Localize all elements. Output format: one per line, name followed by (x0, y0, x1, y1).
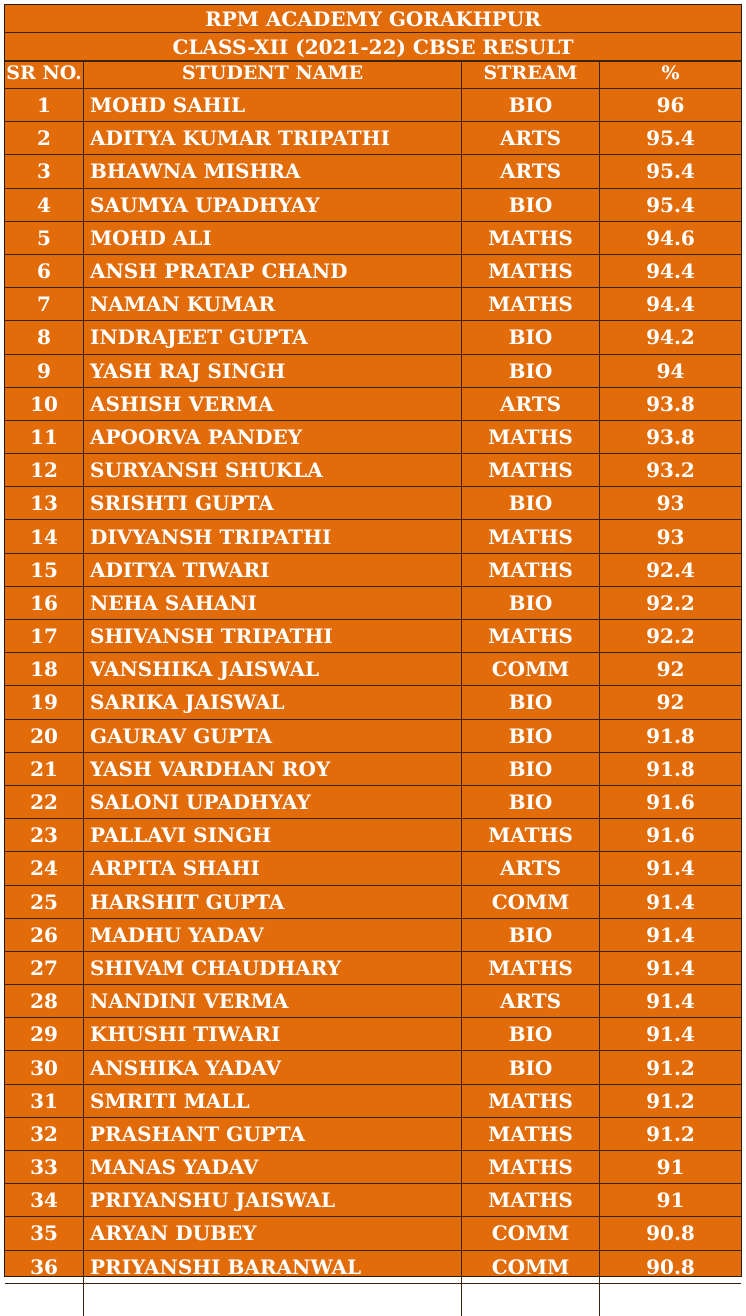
header-row (5, 62, 741, 89)
col-header-sr-no: SR NO. (5, 62, 84, 89)
percent-cell: 93 (600, 487, 742, 520)
stream-cell: ARTS (462, 122, 600, 155)
student-name-cell: NEHA SAHANI (84, 586, 462, 619)
table-row (5, 951, 741, 984)
table-row (5, 122, 741, 155)
result-subtitle: CLASS-XII (2021-22) CBSE RESULT (5, 33, 741, 61)
stream-cell: BIO (462, 321, 600, 354)
sr-no-cell: 16 (5, 586, 84, 619)
student-name-cell: SHIVANSH TRIPATHI (84, 620, 462, 653)
stream-cell: ARTS (462, 852, 600, 885)
stream-cell: MATHS (462, 1117, 600, 1150)
percent-cell: 94.4 (600, 288, 742, 321)
school-title: RPM ACADEMY GORAKHPUR (5, 5, 741, 33)
stream-cell: BIO (462, 188, 600, 221)
stream-cell: ARTS (462, 387, 600, 420)
stream-cell: BIO (462, 719, 600, 752)
sr-no-cell: 22 (5, 785, 84, 818)
percent-cell: 91.4 (600, 918, 742, 951)
student-name-cell: PRIYANSHU JAISWAL (84, 1184, 462, 1217)
student-name-cell: ARCHANA SINGH (84, 1283, 462, 1316)
student-name-cell: ARYAN DUBEY (84, 1217, 462, 1250)
student-name-cell: ANSH PRATAP CHAND (84, 254, 462, 287)
table-row (5, 1151, 741, 1184)
table-row (5, 288, 741, 321)
stream-cell: BIO (462, 586, 600, 619)
percent-cell: 91.8 (600, 719, 742, 752)
sr-no-cell: 37 (5, 1283, 84, 1316)
table-row (5, 221, 741, 254)
table-row (5, 321, 741, 354)
student-name-cell: SAUMYA UPADHYAY (84, 188, 462, 221)
percent-cell: 92 (600, 653, 742, 686)
percent-cell: 95.4 (600, 122, 742, 155)
student-name-cell: PRIYANSHI BARANWAL (84, 1250, 462, 1283)
percent-cell: 91 (600, 1151, 742, 1184)
stream-cell: BIO (462, 686, 600, 719)
percent-cell: 91.2 (600, 1051, 742, 1084)
table-row (5, 985, 741, 1018)
student-name-cell: PRASHANT GUPTA (84, 1117, 462, 1150)
student-name-cell: SARIKA JAISWAL (84, 686, 462, 719)
stream-cell: COMM (462, 885, 600, 918)
result-body (5, 89, 741, 1316)
percent-cell: 91.2 (600, 1084, 742, 1117)
stream-cell: MATHS (462, 221, 600, 254)
percent-cell: 93.8 (600, 420, 742, 453)
table-row (5, 1018, 741, 1051)
percent-cell: 93.8 (600, 387, 742, 420)
sr-no-cell: 23 (5, 819, 84, 852)
stream-cell: MATHS (462, 520, 600, 553)
percent-cell: 90.8 (600, 1283, 742, 1316)
student-name-cell: SURYANSH SHUKLA (84, 454, 462, 487)
stream-cell: COMM (462, 1217, 600, 1250)
student-name-cell: MOHD SAHIL (84, 89, 462, 122)
percent-cell: 90.8 (600, 1217, 742, 1250)
stream-cell: MATHS (462, 288, 600, 321)
sr-no-cell: 28 (5, 985, 84, 1018)
result-sheet (4, 4, 742, 1312)
sr-no-cell: 4 (5, 188, 84, 221)
sr-no-cell: 33 (5, 1151, 84, 1184)
student-name-cell: VANSHIKA JAISWAL (84, 653, 462, 686)
sr-no-cell: 5 (5, 221, 84, 254)
percent-cell: 91.8 (600, 752, 742, 785)
stream-cell: MATHS (462, 819, 600, 852)
student-name-cell: MOHD ALI (84, 221, 462, 254)
student-name-cell: MADHU YADAV (84, 918, 462, 951)
student-name-cell: ASHISH VERMA (84, 387, 462, 420)
percent-cell: 92.2 (600, 620, 742, 653)
percent-cell: 91.4 (600, 885, 742, 918)
student-name-cell: SRISHTI GUPTA (84, 487, 462, 520)
stream-cell: COMM (462, 1250, 600, 1283)
stream-cell: ARTS (462, 985, 600, 1018)
stream-cell: BIO (462, 354, 600, 387)
table-row (5, 620, 741, 653)
student-name-cell: INDRAJEET GUPTA (84, 321, 462, 354)
stream-cell: MATHS (462, 1151, 600, 1184)
table-row (5, 719, 741, 752)
percent-cell: 91.4 (600, 985, 742, 1018)
stream-cell: MATHS (462, 254, 600, 287)
stream-cell: MATHS (462, 553, 600, 586)
sr-no-cell: 31 (5, 1084, 84, 1117)
percent-cell: 91.2 (600, 1117, 742, 1150)
table-row (5, 487, 741, 520)
table-row (5, 653, 741, 686)
student-name-cell: HARSHIT GUPTA (84, 885, 462, 918)
col-header-stream: STREAM (462, 62, 600, 89)
table-row (5, 885, 741, 918)
table-row (5, 686, 741, 719)
percent-cell: 94.6 (600, 221, 742, 254)
stream-cell: MATHS (462, 620, 600, 653)
stream-cell: MATHS (462, 1184, 600, 1217)
student-name-cell: SALONI UPADHYAY (84, 785, 462, 818)
table-row (5, 1051, 741, 1084)
sr-no-cell: 35 (5, 1217, 84, 1250)
student-name-cell: YASH RAJ SINGH (84, 354, 462, 387)
stream-cell: MATHS (462, 951, 600, 984)
student-name-cell: GAURAV GUPTA (84, 719, 462, 752)
percent-cell: 94.2 (600, 321, 742, 354)
stream-cell: MATHS (462, 420, 600, 453)
stream-cell: COMM (462, 653, 600, 686)
table-row (5, 520, 741, 553)
sr-no-cell: 24 (5, 852, 84, 885)
table-row (5, 586, 741, 619)
percent-cell: 92.2 (600, 586, 742, 619)
sr-no-cell: 6 (5, 254, 84, 287)
table-row (5, 387, 741, 420)
table-row (5, 354, 741, 387)
sr-no-cell: 1 (5, 89, 84, 122)
stream-cell: BIO (462, 89, 600, 122)
sr-no-cell: 19 (5, 686, 84, 719)
stream-cell: BIO (462, 918, 600, 951)
percent-cell: 90.8 (600, 1250, 742, 1283)
table-row (5, 752, 741, 785)
table-row (5, 89, 741, 122)
student-name-cell: APOORVA PANDEY (84, 420, 462, 453)
table-row (5, 1084, 741, 1117)
sr-no-cell: 20 (5, 719, 84, 752)
percent-cell: 93 (600, 520, 742, 553)
percent-cell: 92.4 (600, 553, 742, 586)
student-name-cell: ADITYA KUMAR TRIPATHI (84, 122, 462, 155)
percent-cell: 91.4 (600, 951, 742, 984)
table-row (5, 1184, 741, 1217)
sr-no-cell: 36 (5, 1250, 84, 1283)
table-row (5, 918, 741, 951)
table-row (5, 1117, 741, 1150)
sr-no-cell: 27 (5, 951, 84, 984)
col-header-student-name: STUDENT NAME (84, 62, 462, 89)
sr-no-cell: 18 (5, 653, 84, 686)
table-row (5, 155, 741, 188)
sr-no-cell: 34 (5, 1184, 84, 1217)
table-row (5, 420, 741, 453)
sr-no-cell: 8 (5, 321, 84, 354)
stream-cell: BIO (462, 1283, 600, 1316)
percent-cell: 95.4 (600, 155, 742, 188)
percent-cell: 91.6 (600, 819, 742, 852)
sr-no-cell: 13 (5, 487, 84, 520)
result-table (5, 61, 741, 1316)
sr-no-cell: 12 (5, 454, 84, 487)
student-name-cell: SHIVAM CHAUDHARY (84, 951, 462, 984)
sr-no-cell: 15 (5, 553, 84, 586)
sr-no-cell: 26 (5, 918, 84, 951)
stream-cell: BIO (462, 752, 600, 785)
percent-cell: 92 (600, 686, 742, 719)
table-row (5, 1250, 741, 1283)
table-row (5, 785, 741, 818)
stream-cell: BIO (462, 785, 600, 818)
sr-no-cell: 7 (5, 288, 84, 321)
student-name-cell: SMRITI MALL (84, 1084, 462, 1117)
table-row (5, 819, 741, 852)
stream-cell: BIO (462, 487, 600, 520)
sr-no-cell: 14 (5, 520, 84, 553)
student-name-cell: DIVYANSH TRIPATHI (84, 520, 462, 553)
sr-no-cell: 21 (5, 752, 84, 785)
student-name-cell: NANDINI VERMA (84, 985, 462, 1018)
student-name-cell: BHAWNA MISHRA (84, 155, 462, 188)
percent-cell: 91.4 (600, 852, 742, 885)
sr-no-cell: 9 (5, 354, 84, 387)
table-row (5, 1217, 741, 1250)
percent-cell: 94.4 (600, 254, 742, 287)
table-row (5, 852, 741, 885)
sr-no-cell: 3 (5, 155, 84, 188)
student-name-cell: NAMAN KUMAR (84, 288, 462, 321)
table-row (5, 553, 741, 586)
sr-no-cell: 32 (5, 1117, 84, 1150)
student-name-cell: KHUSHI TIWARI (84, 1018, 462, 1051)
percent-cell: 93.2 (600, 454, 742, 487)
stream-cell: BIO (462, 1051, 600, 1084)
percent-cell: 94 (600, 354, 742, 387)
stream-cell: MATHS (462, 1084, 600, 1117)
percent-cell: 91.4 (600, 1018, 742, 1051)
sr-no-cell: 30 (5, 1051, 84, 1084)
sr-no-cell: 29 (5, 1018, 84, 1051)
table-row (5, 454, 741, 487)
sr-no-cell: 25 (5, 885, 84, 918)
student-name-cell: MANAS YADAV (84, 1151, 462, 1184)
stream-cell: ARTS (462, 155, 600, 188)
percent-cell: 96 (600, 89, 742, 122)
student-name-cell: ADITYA TIWARI (84, 553, 462, 586)
sr-no-cell: 17 (5, 620, 84, 653)
percent-cell: 91.6 (600, 785, 742, 818)
sr-no-cell: 2 (5, 122, 84, 155)
col-header-percent: % (600, 62, 742, 89)
percent-cell: 91 (600, 1184, 742, 1217)
student-name-cell: ARPITA SHAHI (84, 852, 462, 885)
table-row (5, 254, 741, 287)
student-name-cell: PALLAVI SINGH (84, 819, 462, 852)
student-name-cell: ANSHIKA YADAV (84, 1051, 462, 1084)
table-row (5, 1283, 741, 1316)
stream-cell: MATHS (462, 454, 600, 487)
sr-no-cell: 10 (5, 387, 84, 420)
student-name-cell: YASH VARDHAN ROY (84, 752, 462, 785)
percent-cell: 95.4 (600, 188, 742, 221)
sr-no-cell: 11 (5, 420, 84, 453)
table-row (5, 188, 741, 221)
stream-cell: BIO (462, 1018, 600, 1051)
